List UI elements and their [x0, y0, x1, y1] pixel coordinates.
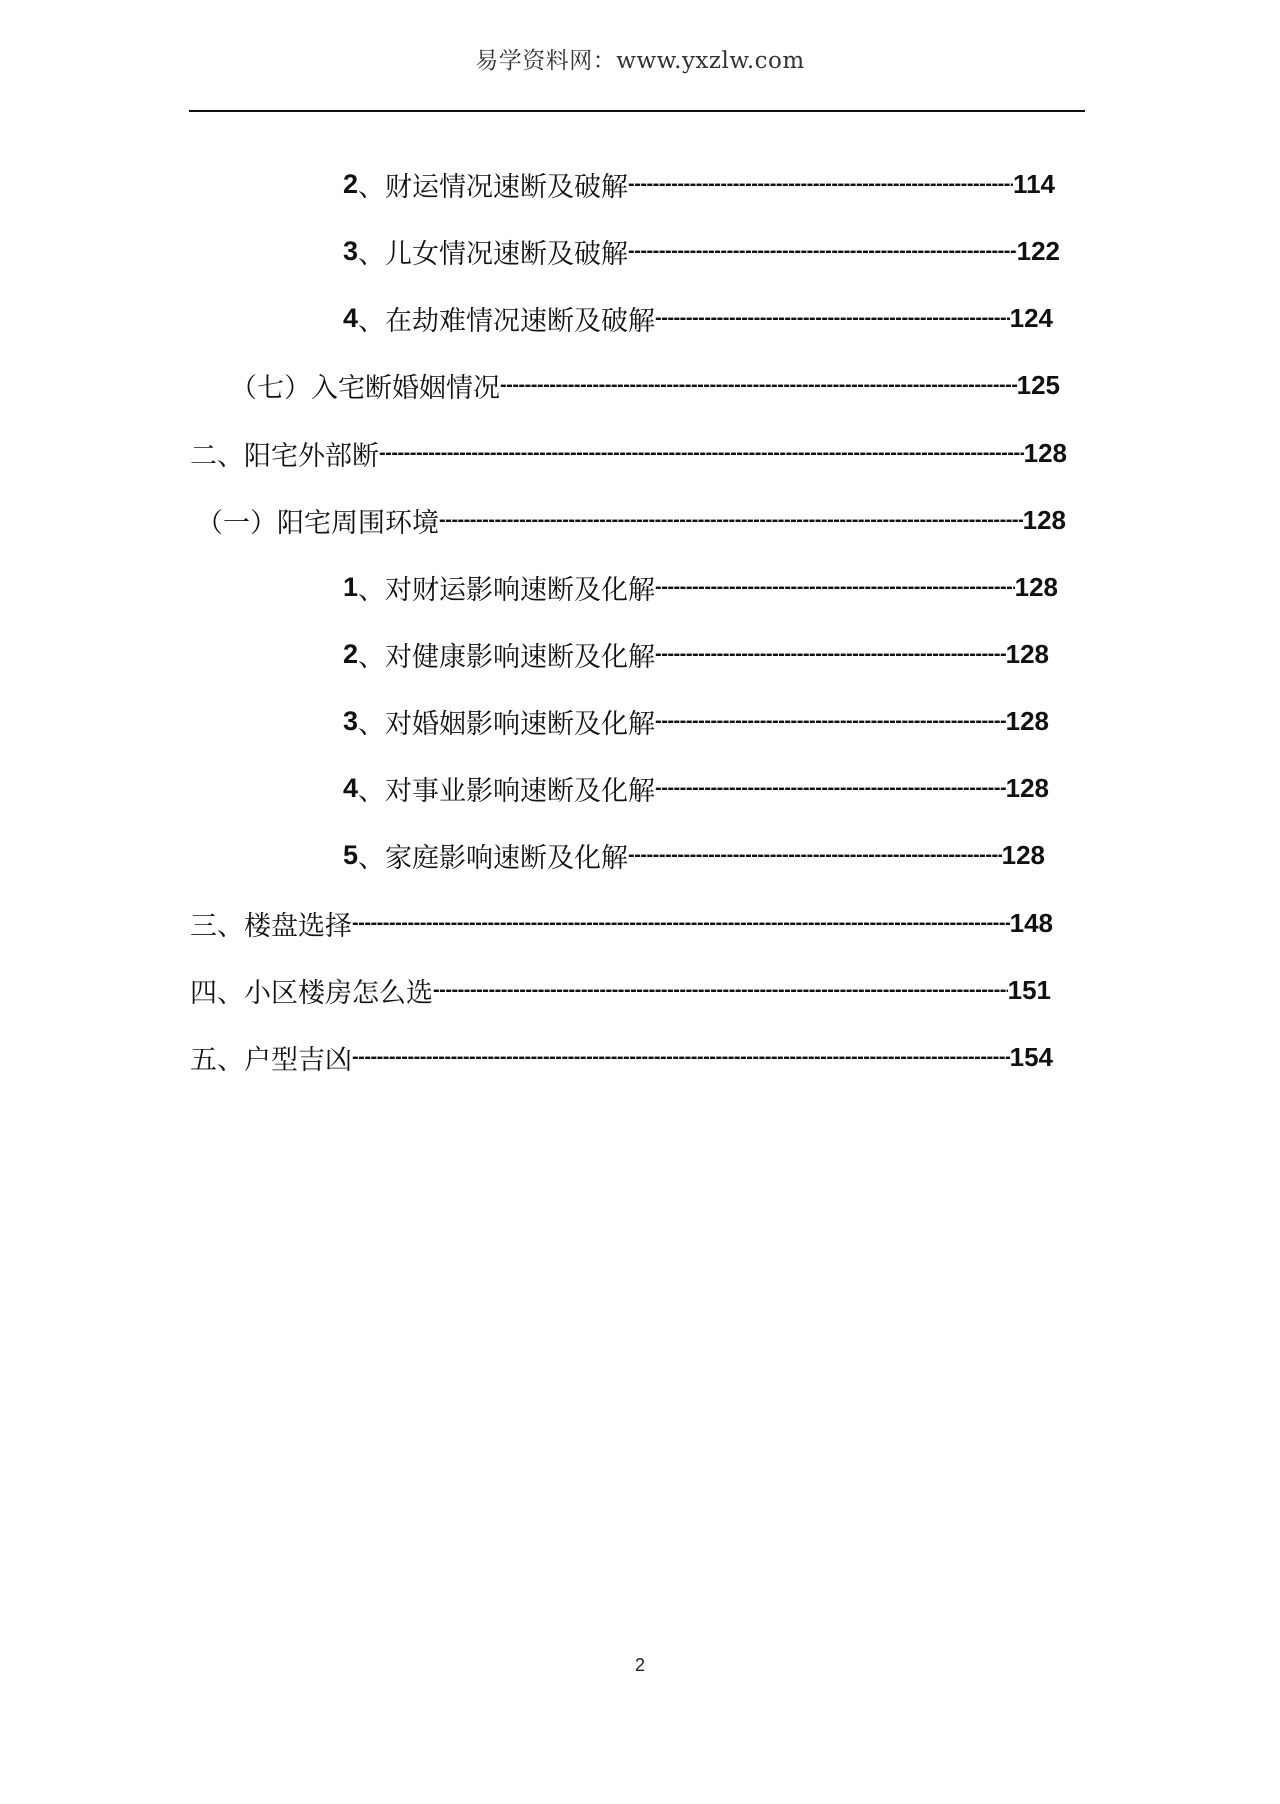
toc-entry-separator: 、 [358, 305, 386, 337]
toc-entry-number: 三、 [190, 910, 244, 942]
toc-entry-page: 128 [1005, 638, 1049, 669]
toc-entry-number: 3 [343, 705, 359, 736]
toc-entry-page: 128 [1001, 839, 1045, 870]
toc-entry-label: 楼盘选择 [244, 910, 352, 942]
toc-entry-label: 阳宅周围环境 [277, 507, 439, 539]
toc-entry-page: 122 [1016, 235, 1060, 266]
toc-entry-page: 151 [1007, 974, 1051, 1005]
toc-entry-separator: 、 [358, 641, 386, 673]
toc-entry-page: 128 [1005, 772, 1049, 803]
toc-entry-number: 2 [343, 638, 359, 669]
toc-dot-leader [628, 231, 1017, 271]
toc-entry[interactable] [343, 567, 1058, 607]
toc-dot-leader [655, 768, 1006, 808]
toc-entry-number: 二、 [190, 440, 244, 472]
toc-dot-leader [628, 835, 1002, 875]
toc-entry-separator: 、 [358, 171, 386, 203]
toc-entry[interactable] [343, 634, 1049, 674]
toc-entry-label: 在劫难情况速断及破解 [385, 305, 656, 337]
toc-entry[interactable] [343, 164, 1055, 204]
page-header-site: 易学资料网：www.yxzlw.com [475, 48, 805, 74]
toc-entry-page: 128 [1014, 571, 1058, 602]
toc-entry-number: 1 [343, 571, 359, 602]
toc-entry-number: 四、 [190, 977, 244, 1009]
toc-entry[interactable] [343, 768, 1049, 808]
toc-entry-page: 148 [1009, 907, 1053, 938]
toc-dot-leader [628, 164, 1013, 204]
toc-dot-leader [433, 970, 1008, 1010]
toc-entry-page: 114 [1013, 168, 1055, 199]
toc-entry-label: 对婚姻影响速断及化解 [385, 708, 656, 740]
toc-entry-number: 4 [343, 772, 359, 803]
toc-dot-leader [655, 701, 1006, 741]
toc-entry[interactable] [190, 433, 1067, 473]
toc-entry-page: 125 [1016, 369, 1060, 400]
toc-entry[interactable] [190, 1037, 1053, 1077]
toc-entry[interactable] [190, 970, 1051, 1010]
toc-dot-leader [439, 500, 1023, 540]
toc-entry[interactable] [343, 298, 1053, 338]
toc-entry[interactable] [230, 365, 1060, 405]
toc-dot-leader [655, 634, 1006, 674]
toc-entry[interactable] [343, 701, 1049, 741]
toc-entry-label: 户型吉凶 [244, 1044, 352, 1076]
toc-entry-separator: 、 [358, 238, 386, 270]
toc-dot-leader [655, 298, 1010, 338]
toc-entry-number: 五、 [190, 1044, 244, 1076]
toc-entry-label: 阳宅外部断 [244, 440, 379, 472]
toc-entry-separator: 、 [358, 842, 386, 874]
toc-dot-leader [352, 903, 1010, 943]
toc-entry-page: 128 [1022, 504, 1066, 535]
toc-entry-label: 对健康影响速断及化解 [385, 641, 656, 673]
toc-entry-label: 儿女情况速断及破解 [385, 238, 629, 270]
toc-entry-separator: 、 [358, 708, 386, 740]
toc-entry-label: 对事业影响速断及化解 [385, 775, 656, 807]
toc-entry-number: 5 [343, 839, 359, 870]
toc-entry-label: 财运情况速断及破解 [385, 171, 629, 203]
toc-entry-label: 入宅断婚姻情况 [311, 372, 500, 404]
toc-entry-page: 128 [1023, 437, 1067, 468]
toc-entry-number: 2 [343, 168, 359, 199]
toc-entry-label: 家庭影响速断及化解 [385, 842, 629, 874]
toc-dot-leader [352, 1037, 1010, 1077]
page-number: 2 [634, 1655, 645, 1675]
toc-entry-number: （七） [230, 372, 311, 404]
toc-dot-leader [379, 433, 1024, 473]
toc-entry[interactable] [190, 903, 1053, 943]
toc-entry[interactable] [196, 500, 1066, 540]
toc-dot-leader [655, 567, 1015, 607]
toc-entry-separator: 、 [358, 775, 386, 807]
toc-entry-page: 154 [1009, 1041, 1053, 1072]
toc-entry[interactable] [343, 231, 1060, 271]
toc-dot-leader [500, 365, 1017, 405]
toc-entry-number: （一） [196, 507, 277, 539]
toc-entry-page: 124 [1009, 302, 1053, 333]
toc-entry-separator: 、 [358, 574, 386, 606]
toc-entry-label: 小区楼房怎么选 [244, 977, 433, 1009]
toc-entry-label: 对财运影响速断及化解 [385, 574, 656, 606]
toc-entry-number: 4 [343, 302, 359, 333]
toc-entry-number: 3 [343, 235, 359, 266]
toc-entry-page: 128 [1005, 705, 1049, 736]
toc-entry[interactable] [343, 835, 1045, 875]
